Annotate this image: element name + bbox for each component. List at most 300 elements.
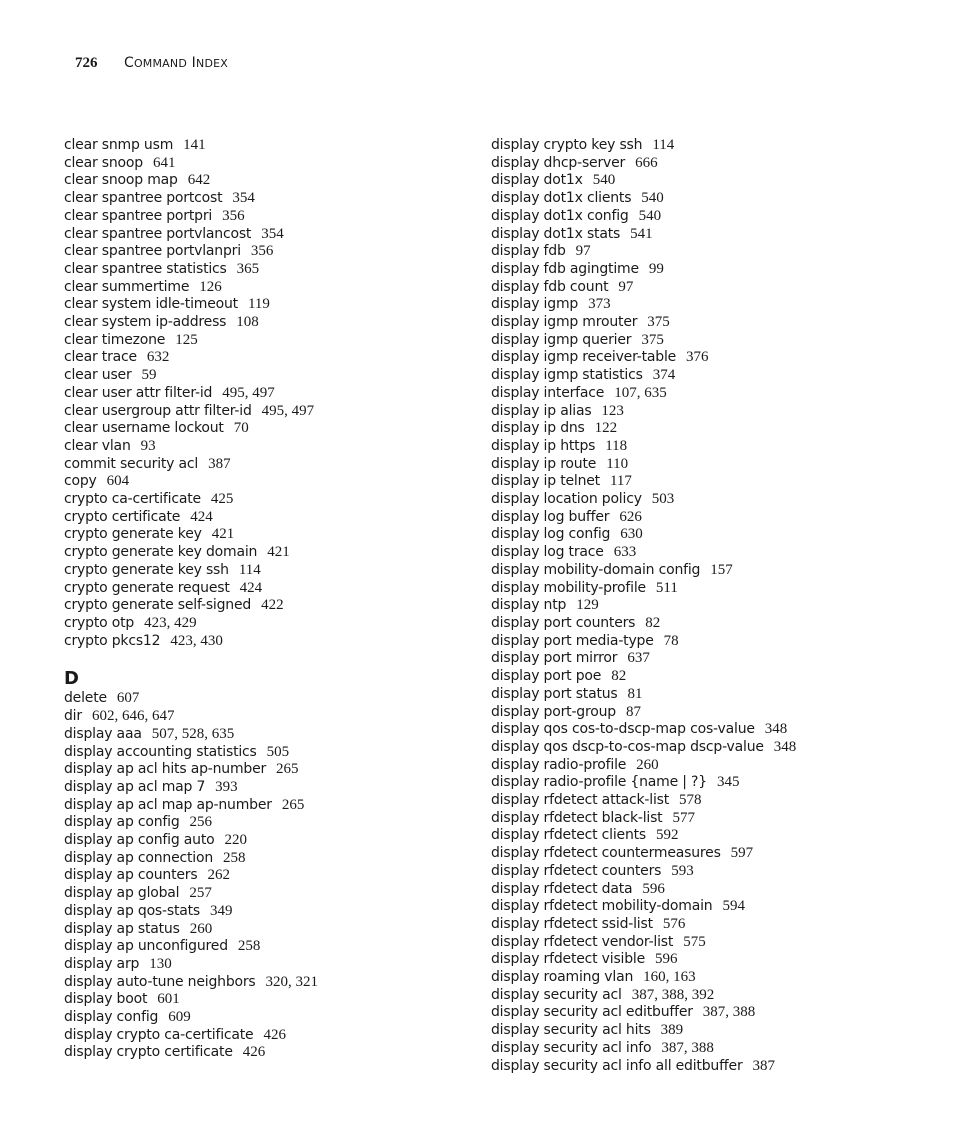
index-page-refs: 594 <box>722 898 745 915</box>
index-term: display rfdetect counters <box>491 862 662 879</box>
index-term: display igmp querier <box>491 331 632 348</box>
index-entry <box>64 938 474 956</box>
index-entry <box>64 491 474 509</box>
index-entry <box>64 172 474 190</box>
index-entry <box>64 744 474 762</box>
index-entry <box>64 314 474 332</box>
index-page-refs: 423, 429 <box>144 614 197 631</box>
index-term: display radio-profile <box>491 756 627 773</box>
index-entry <box>64 261 474 279</box>
index-page-refs: 114 <box>652 137 675 153</box>
index-entry <box>491 580 931 598</box>
index-page-refs: 540 <box>638 207 662 224</box>
index-page-refs: 607 <box>116 690 140 707</box>
index-term: commit security acl <box>64 455 199 472</box>
index-entry <box>64 761 474 779</box>
index-page-refs: 265 <box>276 761 299 778</box>
index-page-refs: 505 <box>266 743 290 760</box>
index-page-refs: 540 <box>641 190 664 207</box>
index-entry <box>64 597 474 615</box>
index-entry <box>491 615 931 633</box>
index-entry <box>64 956 474 974</box>
index-term: crypto generate self-signed <box>64 597 252 614</box>
index-page-refs: 349 <box>210 902 233 919</box>
index-entry <box>64 779 474 797</box>
index-entry <box>64 708 474 726</box>
index-entry <box>64 349 474 367</box>
index-page-refs: 495, 497 <box>222 384 275 401</box>
index-entry <box>491 757 931 775</box>
index-term: display fdb count <box>491 278 609 295</box>
index-entry <box>64 921 474 939</box>
index-term: clear system ip-address <box>64 314 227 331</box>
index-page-refs: 59 <box>141 367 157 384</box>
index-entry <box>491 650 931 668</box>
index-term: clear username lockout <box>64 420 224 437</box>
index-entry <box>64 974 474 992</box>
index-term: display ap acl map 7 <box>64 778 206 795</box>
index-entry <box>491 686 931 704</box>
index-page-refs: 576 <box>662 915 686 932</box>
index-entry <box>64 190 474 208</box>
index-entry <box>491 332 931 350</box>
index-page-refs: 511 <box>655 579 678 596</box>
index-page-refs: 375 <box>647 314 670 331</box>
index-page-refs: 125 <box>175 331 198 348</box>
index-list-right <box>491 137 931 1075</box>
index-term: display qos cos-to-dscp-map cos-value <box>491 721 755 738</box>
index-entry <box>64 420 474 438</box>
index-term: display aaa <box>64 725 142 742</box>
index-page-refs: 540 <box>592 172 616 189</box>
index-page-refs: 641 <box>152 154 176 171</box>
index-term: display rfdetect visible <box>491 951 646 968</box>
index-term: display rfdetect ssid-list <box>491 915 653 932</box>
index-entry <box>491 916 931 934</box>
index-entry <box>491 509 931 527</box>
index-page-refs: 426 <box>263 1026 286 1043</box>
index-page-refs: 593 <box>671 862 694 879</box>
index-page-refs: 97 <box>618 278 634 295</box>
index-term: display igmp receiver-table <box>491 349 677 366</box>
index-term: clear snmp usm <box>64 137 174 153</box>
index-page-refs: 387 <box>752 1057 776 1074</box>
index-term: display igmp mrouter <box>491 314 638 331</box>
index-page-refs: 126 <box>199 278 222 295</box>
index-page-refs: 87 <box>625 703 641 720</box>
index-term: display rfdetect countermeasures <box>491 845 721 862</box>
index-term: display roaming vlan <box>491 969 634 986</box>
index-page-refs: 495, 497 <box>261 402 315 419</box>
index-entry <box>491 704 931 722</box>
index-page-refs: 375 <box>641 331 664 348</box>
index-entry <box>64 208 474 226</box>
index-term: clear user <box>64 367 132 384</box>
index-page-refs: 160, 163 <box>643 969 696 986</box>
index-entry <box>491 792 931 810</box>
index-entry <box>491 721 931 739</box>
index-term: display port media-type <box>491 632 654 649</box>
index-entry <box>64 1044 474 1062</box>
index-entry <box>491 987 931 1005</box>
index-term: clear trace <box>64 349 137 366</box>
index-entry <box>64 544 474 562</box>
index-term: clear spantree statistics <box>64 260 227 277</box>
index-term: display ip dns <box>491 420 585 437</box>
index-entry <box>64 456 474 474</box>
index-term: display rfdetect vendor-list <box>491 933 674 950</box>
index-entry <box>491 137 931 155</box>
index-page-refs: 425 <box>210 491 234 508</box>
index-page-refs: 387, 388 <box>702 1004 756 1021</box>
index-page-refs: 78 <box>663 632 679 649</box>
index-page-refs: 666 <box>635 154 658 171</box>
index-entry <box>491 526 931 544</box>
index-page-refs: 596 <box>642 880 665 897</box>
index-term: display crypto ca-certificate <box>64 1026 254 1043</box>
index-entry <box>491 668 931 686</box>
index-page-refs: 387, 388, 392 <box>631 986 715 1003</box>
index-term: display dot1x clients <box>491 190 632 207</box>
index-entry <box>491 190 931 208</box>
index-page-refs: 107, 635 <box>614 384 667 401</box>
index-term: display ip route <box>491 455 597 472</box>
index-page-refs: 118 <box>605 437 628 454</box>
index-page-refs: 421 <box>267 544 290 561</box>
index-entry <box>491 155 931 173</box>
index-page-refs: 365 <box>236 260 260 277</box>
index-term: display ip alias <box>491 402 592 419</box>
index-term: display log config <box>491 526 611 543</box>
index-entry <box>64 690 474 708</box>
index-term: display mobility-profile <box>491 579 646 596</box>
index-page-refs: 81 <box>627 685 643 702</box>
index-term: display port status <box>491 685 618 702</box>
index-term: display qos dscp-to-cos-map dscp-value <box>491 738 764 755</box>
index-entry <box>491 279 931 297</box>
index-term: copy <box>64 473 97 490</box>
index-entry <box>64 279 474 297</box>
index-term: display port-group <box>491 703 616 720</box>
index-page-refs: 108 <box>236 314 259 331</box>
index-page-refs: 157 <box>710 561 733 578</box>
index-page-refs: 99 <box>648 260 664 277</box>
index-page-refs: 424 <box>190 508 213 525</box>
index-page-refs: 220 <box>224 832 247 849</box>
index-term: display ap status <box>64 920 180 937</box>
index-entry <box>64 797 474 815</box>
index-term: delete <box>64 690 107 707</box>
index-entry <box>491 898 931 916</box>
index-term: display ap acl hits ap-number <box>64 761 267 778</box>
index-term: display location policy <box>491 491 642 508</box>
index-page-refs: 637 <box>627 650 650 667</box>
index-page-refs: 320, 321 <box>265 973 319 990</box>
index-term: crypto ca-certificate <box>64 491 201 508</box>
index-term: display fdb <box>491 243 566 260</box>
index-page-refs: 592 <box>656 827 679 844</box>
index-entry <box>64 1009 474 1027</box>
index-term: display dhcp-server <box>491 154 626 171</box>
index-page-refs: 262 <box>207 867 230 884</box>
index-entry <box>64 155 474 173</box>
index-entry <box>491 491 931 509</box>
index-page-refs: 387, 388 <box>661 1039 714 1056</box>
index-entry <box>491 845 931 863</box>
index-page-refs: 345 <box>717 774 740 791</box>
index-page-refs: 258 <box>223 849 246 866</box>
index-term: display ip https <box>491 437 596 454</box>
index-term: display ap global <box>64 885 180 902</box>
index-term: display security acl info all editbuffer <box>491 1057 743 1074</box>
index-entry <box>64 367 474 385</box>
index-entry <box>491 1058 931 1076</box>
index-term: crypto certificate <box>64 508 181 525</box>
index-term: display boot <box>64 991 148 1008</box>
index-column-right <box>491 137 931 1075</box>
index-page-refs: 578 <box>679 792 702 809</box>
index-term: crypto generate key <box>64 526 202 543</box>
index-page-refs: 421 <box>211 526 235 543</box>
index-term: display log trace <box>491 544 604 561</box>
index-page-refs: 503 <box>651 491 675 508</box>
index-term: display ntp <box>491 597 567 614</box>
index-page-refs: 70 <box>233 420 249 437</box>
index-entry <box>64 403 474 421</box>
index-term: crypto pkcs12 <box>64 632 161 649</box>
index-term: clear spantree portvlancost <box>64 225 252 242</box>
index-page-refs: 601 <box>157 991 180 1008</box>
index-entry <box>64 438 474 456</box>
index-entry <box>491 597 931 615</box>
index-page-refs: 577 <box>672 809 695 826</box>
index-entry <box>491 243 931 261</box>
index-entry <box>491 261 931 279</box>
index-entry <box>64 850 474 868</box>
index-page-refs: 596 <box>655 951 678 968</box>
index-page-refs: 393 <box>215 778 238 795</box>
index-page-refs: 348 <box>764 721 788 738</box>
index-entry <box>491 456 931 474</box>
index-page-refs: 260 <box>189 920 213 937</box>
index-page-refs: 265 <box>281 796 305 813</box>
index-entry <box>491 1022 931 1040</box>
index-page-refs: 258 <box>237 938 261 955</box>
index-page-refs: 130 <box>149 955 172 972</box>
index-term: display ap config <box>64 814 180 831</box>
index-entry <box>491 562 931 580</box>
index-page-refs: 609 <box>168 1009 191 1026</box>
index-entry <box>491 367 931 385</box>
index-term: crypto generate key ssh <box>64 561 229 578</box>
index-term: clear vlan <box>64 437 131 454</box>
index-page-refs: 356 <box>250 243 274 260</box>
index-entry <box>64 1027 474 1045</box>
index-entry <box>64 296 474 314</box>
index-page-refs: 575 <box>683 933 706 950</box>
index-term: display security acl hits <box>491 1022 651 1039</box>
index-term: display security acl <box>491 986 622 1003</box>
index-page-refs: 129 <box>576 597 599 614</box>
index-page-refs: 354 <box>232 190 255 207</box>
index-term: display dot1x stats <box>491 225 621 242</box>
index-entry <box>64 615 474 633</box>
page-number: 726 <box>75 55 98 71</box>
index-term: display port poe <box>491 668 602 685</box>
index-term: display accounting statistics <box>64 743 257 760</box>
index-entry <box>491 810 931 828</box>
running-title: COMMAND INDEX <box>123 55 229 71</box>
index-page-refs: 82 <box>645 614 661 631</box>
index-page-refs: 389 <box>660 1022 684 1039</box>
index-page-refs: 541 <box>630 225 653 242</box>
index-entry <box>64 726 474 744</box>
index-page-refs: 257 <box>189 885 212 902</box>
index-term: clear spantree portcost <box>64 190 223 207</box>
index-term: clear snoop map <box>64 172 178 189</box>
index-entry <box>491 827 931 845</box>
index-entry <box>64 332 474 350</box>
index-term: display rfdetect attack-list <box>491 792 670 809</box>
index-entry <box>491 633 931 651</box>
index-entry <box>64 814 474 832</box>
index-entry <box>64 137 474 155</box>
section-letter: D <box>64 668 79 690</box>
index-page-refs: 260 <box>636 756 659 773</box>
index-term: display rfdetect data <box>491 880 633 897</box>
index-term: display ap config auto <box>64 832 215 849</box>
index-term: display config <box>64 1009 159 1026</box>
index-page-refs: 348 <box>773 738 797 755</box>
index-page-refs: 423, 430 <box>170 632 223 649</box>
index-entry <box>491 385 931 403</box>
index-term: display port mirror <box>491 650 618 667</box>
index-page-refs: 117 <box>609 473 632 490</box>
index-entry <box>64 385 474 403</box>
index-entry <box>491 208 931 226</box>
page-header <box>75 55 228 72</box>
index-term: clear spantree portpri <box>64 207 213 224</box>
index-entry <box>64 243 474 261</box>
index-term: clear usergroup attr filter-id <box>64 402 252 419</box>
index-term: display crypto certificate <box>64 1044 233 1061</box>
index-page-refs: 387 <box>208 455 231 472</box>
index-entry <box>491 172 931 190</box>
index-entry <box>491 403 931 421</box>
index-page-refs: 630 <box>620 526 643 543</box>
index-term: clear summertime <box>64 278 190 295</box>
index-term: display igmp statistics <box>491 367 643 384</box>
index-term: clear user attr filter-id <box>64 384 213 401</box>
index-page-refs: 507, 528, 635 <box>151 725 235 742</box>
index-page-refs: 82 <box>611 668 627 685</box>
index-page-refs: 119 <box>247 296 270 313</box>
index-entry <box>491 951 931 969</box>
index-term: display dot1x config <box>491 207 629 224</box>
index-entry <box>491 863 931 881</box>
index-term: crypto generate request <box>64 579 230 596</box>
index-entry <box>491 1004 931 1022</box>
index-entry <box>64 526 474 544</box>
index-page-refs: 256 <box>189 814 213 831</box>
index-entry <box>491 438 931 456</box>
index-entry <box>491 934 931 952</box>
index-page-refs: 97 <box>575 243 591 260</box>
index-entry <box>491 226 931 244</box>
index-entry <box>491 544 931 562</box>
index-page-refs: 122 <box>594 420 618 437</box>
index-term: display radio-profile {name | ?} <box>491 774 707 791</box>
index-term: dir <box>64 708 82 725</box>
index-term: crypto generate key domain <box>64 544 258 561</box>
index-term: display ip telnet <box>491 473 600 490</box>
index-entry <box>64 226 474 244</box>
index-term: display interface <box>491 384 605 401</box>
index-term: display arp <box>64 955 140 972</box>
index-page-refs: 374 <box>652 367 676 384</box>
index-page-refs: 426 <box>242 1044 266 1061</box>
index-term: display ap counters <box>64 867 198 884</box>
index-entry <box>491 881 931 899</box>
index-entry <box>491 314 931 332</box>
index-entry <box>491 473 931 491</box>
index-term: crypto otp <box>64 614 135 631</box>
index-term: display igmp <box>491 296 579 313</box>
index-page-refs: 604 <box>106 473 130 490</box>
index-entry <box>64 509 474 527</box>
index-entry <box>64 885 474 903</box>
index-page-refs: 632 <box>146 349 170 366</box>
index-page-refs: 373 <box>588 296 611 313</box>
index-page-refs: 602, 646, 647 <box>91 708 175 725</box>
index-entry <box>491 420 931 438</box>
index-entry <box>64 562 474 580</box>
index-column-left <box>64 137 474 1062</box>
index-term: clear system idle-timeout <box>64 296 238 313</box>
index-term: display ap connection <box>64 849 214 866</box>
index-term: clear spantree portvlanpri <box>64 243 241 260</box>
index-entry <box>64 903 474 921</box>
index-page-refs: 642 <box>187 172 211 189</box>
index-term: display ap qos-stats <box>64 902 201 919</box>
index-term: display security acl info <box>491 1039 652 1056</box>
index-term: display security acl editbuffer <box>491 1004 693 1021</box>
index-page-refs: 597 <box>730 845 754 862</box>
index-term: display rfdetect mobility-domain <box>491 898 713 915</box>
index-page-refs: 424 <box>239 579 263 596</box>
index-page-refs: 114 <box>238 561 261 578</box>
index-term: display dot1x <box>491 172 583 189</box>
index-entry <box>64 473 474 491</box>
index-entry <box>64 832 474 850</box>
index-term: display fdb agingtime <box>491 260 639 277</box>
index-page-refs: 626 <box>619 508 642 525</box>
index-term: clear snoop <box>64 154 143 171</box>
index-list-left-a <box>64 137 474 650</box>
index-page-refs: 354 <box>261 225 284 242</box>
index-entry <box>64 580 474 598</box>
index-term: display mobility-domain config <box>491 561 701 578</box>
index-list-left-d <box>64 690 474 1062</box>
index-term: display rfdetect black-list <box>491 809 663 826</box>
index-entry <box>491 969 931 987</box>
index-term: display crypto key ssh <box>491 137 643 153</box>
index-entry <box>491 296 931 314</box>
index-entry <box>491 739 931 757</box>
index-term: display ap acl map ap-number <box>64 796 272 813</box>
index-page-refs: 376 <box>686 349 709 366</box>
index-page-refs: 123 <box>601 402 624 419</box>
